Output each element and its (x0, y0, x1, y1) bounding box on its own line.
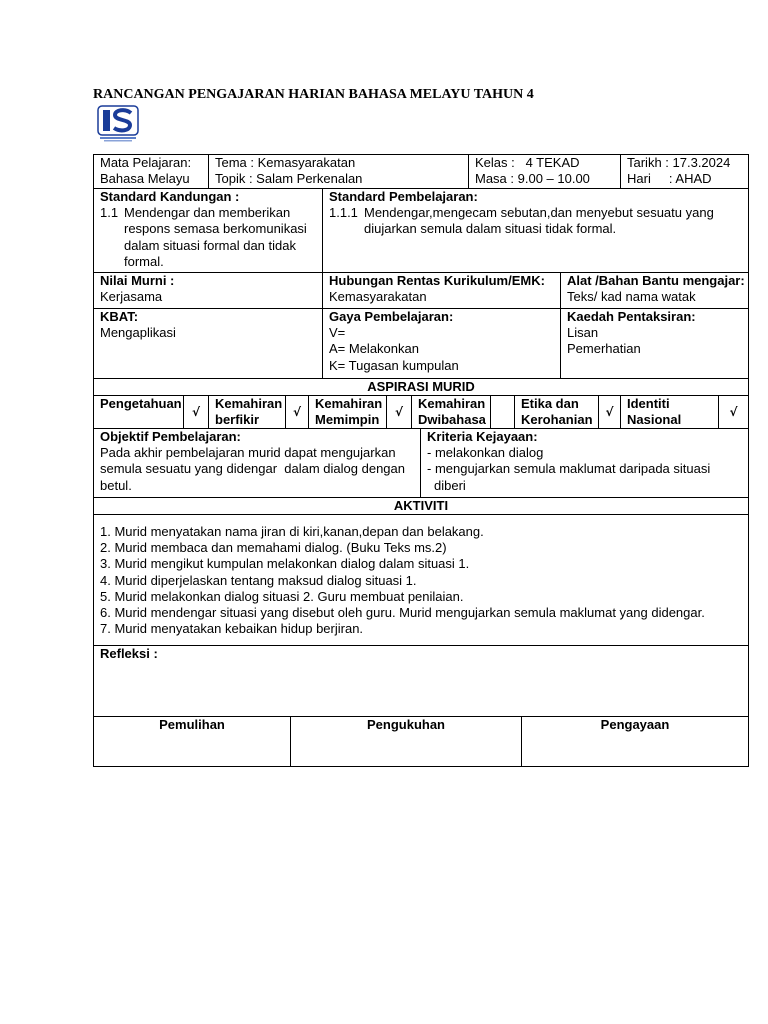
bahan-bantu-label: Alat /Bahan Bantu mengajar: (567, 273, 745, 288)
aspirasi-item-kemahiran-dwibahasa (412, 396, 491, 429)
standard-kandungan-cell (94, 189, 323, 273)
kaedah-pentaksiran-label: Kaedah Pentaksiran: (567, 309, 696, 324)
refleksi-label: Refleksi : (100, 646, 158, 661)
objectives-row (94, 429, 749, 498)
class-text: Kelas : 4 TEKAD (475, 155, 580, 170)
time-text: Masa : 9.00 – 10.00 (475, 171, 590, 187)
kaedah-pentaksiran-line: Pemerhatian (567, 341, 641, 357)
standard-kandungan-line: Mendengar dan memberikan (124, 205, 291, 221)
aktiviti-list (94, 515, 749, 646)
aktiviti-item: 7. Murid menyatakan kebaikan hidup berjiran. (100, 621, 364, 637)
standard-kandungan-text (124, 205, 319, 270)
methods-row (94, 309, 749, 379)
values-row (94, 273, 749, 309)
subject-cell (94, 155, 209, 189)
standard-kandungan-line: dalam situasi formal dan tidak (124, 237, 296, 253)
aspirasi-item-label: berfikir (215, 412, 260, 428)
aktiviti-item: 6. Murid mendengar situasi yang disebut oleh guru. Murid mengujarkan semula maklumat yang didengar. (100, 605, 705, 621)
kaedah-pentaksiran-cell (561, 309, 749, 379)
aspirasi-item-label: Nasional (627, 412, 682, 428)
bahan-bantu-cell (561, 273, 749, 309)
aspirasi-item-label: Kerohanian (521, 412, 593, 428)
kbat-label: KBAT: (100, 309, 139, 324)
topic-text: Topik : Salam Perkenalan (215, 171, 363, 187)
day-text: Hari : AHAD (627, 171, 712, 187)
aspirasi-item-label: Identiti (627, 396, 670, 411)
bahan-bantu-value: Teks/ kad nama watak (567, 289, 696, 305)
nilai-murni-cell (94, 273, 323, 309)
rentas-kurikulum-cell (323, 273, 561, 309)
standard-pembelajaran-cell (323, 189, 749, 273)
kriteria-cell (421, 429, 749, 498)
header-row (94, 155, 749, 189)
standard-pembelajaran-line: Mendengar,mengecam sebutan,dan menyebut sesuatu yang (364, 205, 714, 221)
rentas-kurikulum-value: Kemasyarakatan (329, 289, 427, 305)
aktiviti-row (94, 515, 749, 646)
aspirasi-item-kemahiran-memimpin (309, 396, 387, 429)
objektif-label: Objektif Pembelajaran: (100, 429, 241, 444)
aktiviti-heading-row (94, 498, 749, 515)
check-mark-icon: √ (599, 396, 621, 429)
theme-cell (209, 155, 469, 189)
gaya-pembelajaran-line: K= Tugasan kumpulan (329, 357, 459, 373)
standard-kandungan-number: 1.1 (100, 205, 119, 221)
aspirasi-item-label: Etika dan (521, 396, 579, 411)
date-text: Tarikh : 17.3.2024 (627, 155, 731, 170)
standard-kandungan-item (100, 205, 319, 270)
kriteria-line: diberi (434, 477, 466, 493)
check-mark-icon: √ (184, 396, 209, 429)
pengukuhan-cell (291, 717, 522, 767)
gaya-pembelajaran-cell (323, 309, 561, 379)
document-title: RANCANGAN PENGAJARAN HARIAN BAHASA MELAYU TAHUN 4 (93, 87, 534, 102)
pengukuhan-label: Pengukuhan (366, 717, 445, 732)
aspirasi-item-label: Memimpin (315, 412, 380, 428)
objektif-line: semula sesuatu yang didengar dalam dialog dengan (100, 461, 405, 477)
refleksi-row (94, 646, 749, 717)
kaedah-pentaksiran-line: Lisan (567, 325, 599, 341)
standard-kandungan-line: respons semasa berkomunikasi (124, 221, 307, 237)
check-mark-icon: √ (387, 396, 412, 429)
subject-label: Mata Pelajaran: (100, 155, 192, 170)
aspirasi-item-etika-kerohanian (515, 396, 599, 429)
aktiviti-item: 4. Murid diperjelaskan tentang maksud dialog situasi 1. (100, 572, 417, 588)
nilai-murni-value: Kerjasama (100, 289, 163, 305)
aspirasi-item-label: Dwibahasa (418, 412, 486, 428)
empty-check-cell (491, 396, 515, 429)
gaya-pembelajaran-line: A= Melakonkan (329, 341, 419, 357)
standard-pembelajaran-item (329, 205, 745, 237)
aspirasi-item-label: Kemahiran (418, 396, 486, 411)
refleksi-cell (94, 646, 749, 717)
standard-kandungan-line: formal. (124, 253, 164, 269)
aspirasi-item-kemahiran-berfikir (209, 396, 286, 429)
followup-row (94, 717, 749, 767)
gaya-pembelajaran-label: Gaya Pembelajaran: (329, 309, 454, 324)
aspirasi-item-pengetahuan (94, 396, 184, 429)
pengayaan-label: Pengayaan (600, 717, 670, 732)
aktiviti-item: 1. Murid menyatakan nama jiran di kiri,kanan,depan dan belakang. (100, 524, 484, 539)
kriteria-label: Kriteria Kejayaan: (427, 429, 538, 444)
standard-pembelajaran-text (364, 205, 745, 237)
aspirasi-item-label: Kemahiran (315, 396, 383, 411)
standard-kandungan-label: Standard Kandungan : (100, 189, 240, 204)
aspirasi-heading-row (94, 379, 749, 396)
lesson-plan-table (93, 154, 749, 767)
school-logo-icon (95, 104, 141, 144)
check-mark-icon: √ (286, 396, 309, 429)
kriteria-line: - mengujarkan semula maklumat daripada situasi (427, 461, 711, 477)
check-mark-icon: √ (719, 396, 749, 429)
kriteria-line: - melakonkan dialog (427, 445, 544, 461)
objektif-cell (94, 429, 421, 498)
aspirasi-heading: ASPIRASI MURID (94, 379, 749, 396)
aktiviti-item: 3. Murid mengikut kumpulan melakonkan dialog dalam situasi 1. (100, 556, 470, 572)
pemulihan-label: Pemulihan (159, 717, 225, 732)
standard-pembelajaran-number: 1.1.1 (329, 205, 358, 221)
aktiviti-heading: AKTIVITI (94, 498, 749, 515)
aspirasi-item-label: Kemahiran (215, 396, 283, 411)
aktiviti-item: 2. Murid membaca dan memahami dialog. (Buku Teks ms.2) (100, 540, 447, 556)
aspirasi-item-label: Pengetahuan (100, 396, 182, 411)
theme-text: Tema : Kemasyarakatan (215, 155, 356, 170)
kbat-cell (94, 309, 323, 379)
objektif-line: betul. (100, 477, 132, 493)
kbat-value: Mengaplikasi (100, 325, 176, 341)
pemulihan-cell (94, 717, 291, 767)
standard-pembelajaran-line: diujarkan semula dalam situasi tidak formal. (364, 221, 617, 237)
pengayaan-cell (522, 717, 749, 767)
objektif-line: Pada akhir pembelajaran murid dapat mengujarkan (100, 445, 396, 461)
aktiviti-item: 5. Murid melakonkan dialog situasi 2. Guru membuat penilaian. (100, 588, 464, 604)
nilai-murni-label: Nilai Murni : (100, 273, 175, 288)
rentas-kurikulum-label: Hubungan Rentas Kurikulum/EMK: (329, 273, 545, 288)
standard-pembelajaran-label: Standard Pembelajaran: (329, 189, 478, 204)
standards-row (94, 189, 749, 273)
aspirasi-row (94, 396, 749, 429)
gaya-pembelajaran-line: V= (329, 325, 346, 341)
class-cell (469, 155, 621, 189)
aspirasi-item-identiti-nasional (621, 396, 719, 429)
date-cell (621, 155, 749, 189)
subject-value: Bahasa Melayu (100, 171, 190, 187)
